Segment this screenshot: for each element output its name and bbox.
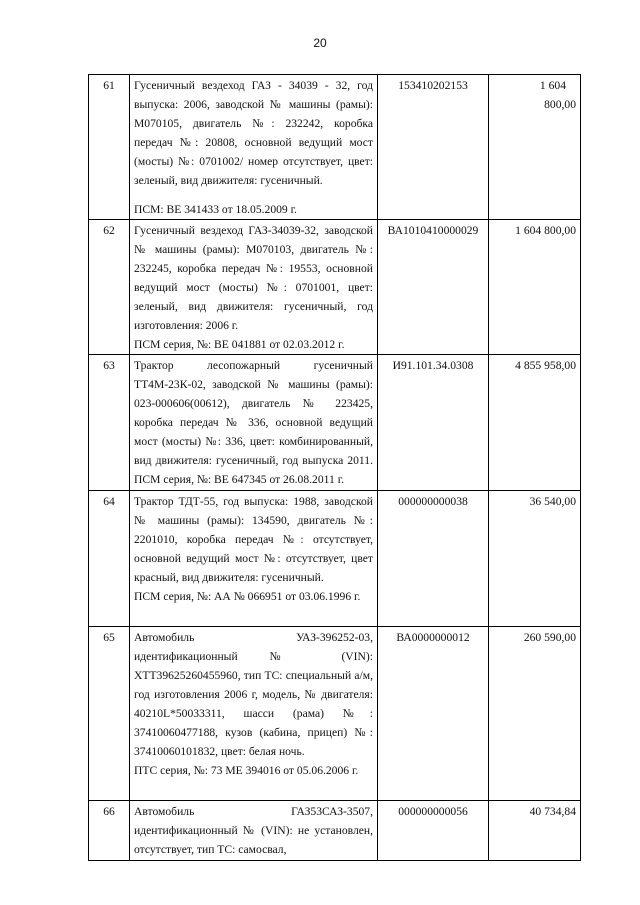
table-row bbox=[89, 355, 581, 491]
row-number: 61 bbox=[89, 75, 130, 220]
row-description: Автомобиль УАЗ-396252-03, идентификационный № (VIN): ХТТ39625260455960, тип ТС: специальный а/м, год изготовления 2006 г, модель, № двигателя: 40210L*50033311, шасси (рама) №: 37410060477188, кузов (кабина, прицеп) №: 37410060101832, цвет: белая ночь. bbox=[134, 631, 373, 758]
row-description: Гусеничный вездеход ГАЗ - 34039 - 32, год выпуска: 2006, заводской № машины (рамы): М070105, двигатель №: 232242, коробка передач №: 20808, основной ведущий мост (мосты) №: 0701002/ номер отсутствует, цвет: зеленый, вид движителя: гусеничный. bbox=[134, 79, 373, 187]
row-description: Трактор лесопожарный гусеничный ТТ4М-23К-02, заводской № машины (рамы): 023-000606(00612), двигатель № 223425, коробка передач № 336, основной ведущий мост (мосты) №: 336, цвет: комбинированный, вид движителя: гусеничный, год выпуска 2011. ПСМ серия, №: ВЕ 647345 от 26.08.2011 г. bbox=[130, 355, 378, 491]
vehicle-inventory-table bbox=[88, 74, 581, 861]
table-row bbox=[89, 491, 581, 627]
table-row bbox=[89, 627, 581, 801]
row-amount: 36 540,00 bbox=[489, 491, 581, 627]
page-number: 20 bbox=[313, 36, 327, 50]
row-description-cell bbox=[130, 627, 378, 801]
row-inventory-id: ВА0000000012 bbox=[378, 627, 489, 801]
row-amount: 1 604 800,00 bbox=[489, 220, 581, 355]
row-inventory-id: ВА1010410000029 bbox=[378, 220, 489, 355]
row-amount: 4 855 958,00 bbox=[489, 355, 581, 491]
table-row bbox=[89, 801, 581, 861]
row-inventory-id: 000000000056 bbox=[378, 801, 489, 861]
row-description-cell bbox=[130, 491, 378, 627]
row-description: Гусеничный вездеход ГАЗ-34039-32, заводской № машины (рамы): М070103, двигатель №: 232245, коробка передач №: 19553, основной ведущий мост (мосты) №: 0701001, цвет: зеленый, вид движителя: гусеничный, год изготовления: 2006 г. bbox=[134, 224, 373, 332]
row-amount-part2: 800,00 bbox=[544, 98, 576, 111]
row-amount: 40 734,84 bbox=[489, 801, 581, 861]
row-passport: ПСМ: ВЕ 341433 от 18.05.2009 г. bbox=[134, 203, 297, 216]
row-amount: 260 590,00 bbox=[489, 627, 581, 801]
row-number: 62 bbox=[89, 220, 130, 355]
table-row bbox=[89, 220, 581, 355]
row-passport: ПСМ серия, №: ВЕ 041881 от 02.03.2012 г. bbox=[134, 338, 345, 351]
row-number: 63 bbox=[89, 355, 130, 491]
row-amount-part1: 1 604 bbox=[539, 79, 566, 92]
row-description-cell bbox=[130, 220, 378, 355]
row-description-cell bbox=[130, 75, 378, 220]
row-inventory-id: 153410202153 bbox=[378, 75, 489, 220]
row-description: Трактор ТДТ-55, год выпуска: 1988, заводской № машины (рамы): 134590, двигатель №: 2201010, коробка передач №: отсутствует, основной ведущий мост №: отсутствует, цвет красный, вид движителя: гусеничный. bbox=[134, 495, 373, 584]
row-description: Автомобиль ГАЗ53САЗ-3507, идентификационный № (VIN): не установлен, отсутствует, тип ТС: самосвал, bbox=[130, 801, 378, 861]
row-number: 66 bbox=[89, 801, 130, 861]
row-inventory-id: 000000000038 bbox=[378, 491, 489, 627]
row-amount-cell bbox=[489, 75, 581, 220]
row-number: 65 bbox=[89, 627, 130, 801]
row-passport: ПСМ серия, №: АА № 066951 от 03.06.1996 г. bbox=[134, 590, 361, 603]
row-passport: ПТС серия, №: 73 МЕ 394016 от 05.06.2006 г. bbox=[134, 764, 359, 777]
row-number: 64 bbox=[89, 491, 130, 627]
row-inventory-id: И91.101.34.0308 bbox=[378, 355, 489, 491]
table-row bbox=[89, 75, 581, 220]
